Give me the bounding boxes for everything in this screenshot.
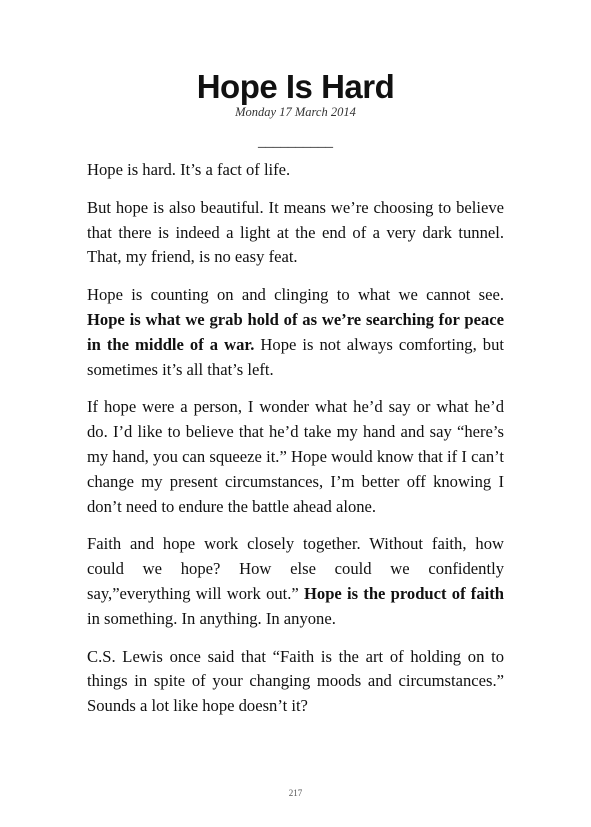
text-run: If hope were a person, I wonder what he’d say or what he’d do. I’d like to believe that he’d take my hand and say “here’s my hand, you can squeeze it.” Hope would know that if I can’t change my present circumstances, I’m better off knowing I don’t need to endure the battle ahead alone. <box>87 397 504 516</box>
paragraph <box>87 283 504 382</box>
text-run: But hope is also beautiful. It means we’re choosing to believe that there is indeed a light at the end of a very dark tunnel. That, my friend, is no easy feat. <box>87 197 504 267</box>
page-title: Hope Is Hard <box>196 68 395 105</box>
post-date: Monday 17 March 2014 <box>235 105 356 119</box>
article-body <box>87 158 504 732</box>
page-number: 217 <box>288 788 303 798</box>
text-run: Hope is counting on and clinging to what we cannot see. <box>87 285 504 305</box>
text-run: Faith and hope work closely together. Without faith, how could we hope? How else could we confidently say,”everything will work out.” <box>87 534 504 603</box>
paragraph <box>87 395 504 519</box>
paragraph <box>87 645 504 719</box>
bold-text-run: Hope is the product of faith <box>304 583 504 603</box>
text-run: C.S. Lewis once said that “Faith is the art of holding on to things in spite of your changing moods and circumstances.” Sounds a lot like hope doesn’t it? <box>87 646 504 716</box>
paragraph <box>87 158 504 183</box>
bold-text-run: Hope is what we grab hold of as we’re searching for peace in the middle of a war. <box>87 309 504 354</box>
text-run: Hope is hard. It’s a fact of life. <box>87 160 291 179</box>
paragraph <box>87 532 504 631</box>
text-run: in something. In anything. In anyone. <box>87 608 336 628</box>
paragraph <box>87 196 504 270</box>
title-separator: __________ <box>258 134 333 150</box>
text-run: Hope is not always comforting, but sometimes it’s all that’s left. <box>87 334 504 379</box>
